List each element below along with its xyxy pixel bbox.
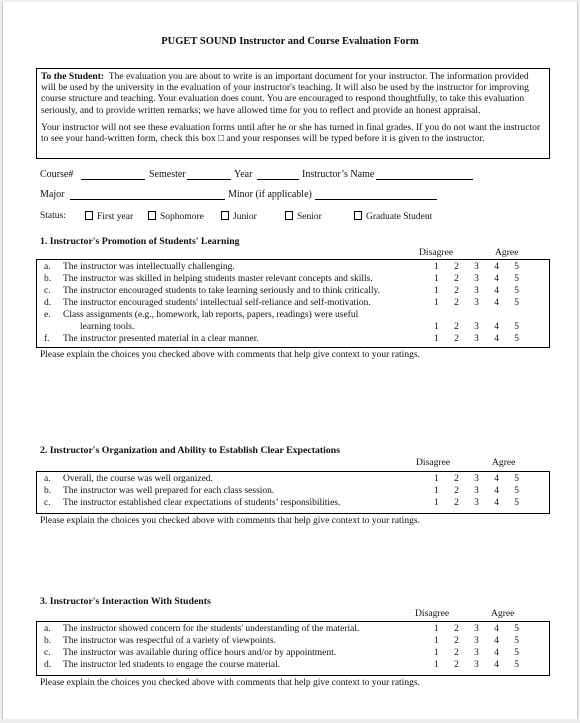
item-letter: d. (44, 298, 52, 308)
rating-1[interactable]: 1 (434, 274, 439, 284)
item-letter: f. (44, 334, 50, 344)
rating-2[interactable]: 2 (454, 636, 459, 646)
item-text-continued: learning tools. (80, 322, 135, 332)
item-letter: c. (44, 648, 51, 658)
scale-agree-label: Agree (492, 457, 516, 468)
checkbox-icon[interactable] (221, 211, 229, 220)
rating-1[interactable]: 1 (434, 486, 439, 496)
section-2-items (36, 471, 550, 514)
rating-3[interactable]: 3 (474, 262, 479, 272)
rating-3[interactable]: 3 (474, 648, 479, 658)
rating-2[interactable]: 2 (454, 262, 459, 272)
item-text: The instructor was respectful of a variety of viewpoints. (63, 636, 276, 646)
rating-4[interactable]: 4 (494, 298, 499, 308)
item-text: The instructor encouraged students to take learning seriously and to think critically. (63, 286, 381, 296)
rating-2[interactable]: 2 (454, 298, 459, 308)
rating-scale[interactable] (434, 660, 519, 672)
rating-2[interactable]: 2 (454, 648, 459, 658)
scale-disagree-label: Disagree (419, 247, 454, 258)
item-text: The instructor showed concern for the students' understanding of the material. (63, 624, 360, 634)
rating-5[interactable]: 5 (514, 624, 519, 634)
section-3-heading: 3. Instructor's Interaction With Students (40, 596, 211, 607)
item-text: The instructor presented material in a clear manner. (63, 334, 259, 344)
rating-3[interactable]: 3 (474, 660, 479, 670)
item-text: The instructor was skilled in helping students master relevant concepts and skills. (63, 274, 373, 284)
scale-agree-label: Agree (495, 247, 519, 258)
rating-2[interactable]: 2 (454, 486, 459, 496)
rating-1[interactable]: 1 (434, 334, 439, 344)
item-text: Class assignments (e.g., homework, lab reports, papers, readings) were useful (63, 310, 359, 320)
rating-scale[interactable] (434, 624, 519, 636)
rating-1[interactable]: 1 (434, 286, 439, 296)
status-option-label: Senior (297, 212, 322, 222)
major-field[interactable] (70, 199, 225, 200)
rating-5[interactable]: 5 (514, 274, 519, 284)
checkbox-icon[interactable] (148, 211, 156, 220)
rating-3[interactable]: 3 (474, 274, 479, 284)
item-letter: b. (44, 274, 52, 284)
rating-5[interactable]: 5 (514, 334, 519, 344)
status-option-label: First year (97, 212, 134, 222)
item-text: The instructor was intellectually challenging. (63, 262, 235, 272)
rating-scale[interactable] (434, 298, 519, 310)
rating-3[interactable]: 3 (474, 298, 479, 308)
rating-4[interactable]: 4 (494, 262, 499, 272)
rating-4[interactable]: 4 (494, 636, 499, 646)
rating-1[interactable]: 1 (434, 498, 439, 508)
rating-3[interactable]: 3 (474, 474, 479, 484)
checkbox-icon[interactable] (354, 211, 362, 220)
rating-5[interactable]: 5 (514, 286, 519, 296)
rating-5[interactable]: 5 (514, 298, 519, 308)
rating-1[interactable]: 1 (434, 322, 439, 332)
status-option-graduate[interactable] (354, 211, 432, 222)
status-label: Status: (40, 211, 66, 221)
section-1-heading: 1. Instructor's Promotion of Students' Learning (40, 236, 240, 247)
item-letter: d. (44, 660, 52, 670)
rating-4[interactable]: 4 (494, 334, 499, 344)
minor-label: Minor (if applicable) (228, 189, 312, 200)
rating-3[interactable]: 3 (474, 486, 479, 496)
rating-5[interactable]: 5 (514, 498, 519, 508)
item-text: Overall, the course was well organized. (63, 474, 213, 484)
year-field[interactable] (257, 179, 299, 180)
instructor-name-label: Instructor’s Name (302, 169, 375, 180)
checkbox-icon[interactable] (85, 211, 93, 220)
rating-4[interactable]: 4 (494, 486, 499, 496)
instructor-name-field[interactable] (376, 179, 473, 180)
form-page (2, 2, 578, 719)
rating-4[interactable]: 4 (494, 660, 499, 670)
section-1-comment-prompt: Please explain the choices you checked above with comments that help give context to your ratings. (40, 350, 420, 360)
item-letter: a. (44, 624, 51, 634)
intro-box (36, 68, 550, 159)
item-text: The instructor encouraged students' intellectual self-reliance and self-motivation. (63, 298, 371, 308)
item-letter: c. (44, 286, 51, 296)
rating-5[interactable]: 5 (514, 636, 519, 646)
course-field[interactable] (81, 179, 145, 180)
rating-2[interactable]: 2 (454, 498, 459, 508)
rating-5[interactable]: 5 (514, 262, 519, 272)
rating-scale[interactable] (434, 274, 519, 286)
rating-scale[interactable] (434, 636, 519, 648)
scale-disagree-label: Disagree (415, 608, 450, 619)
rating-1[interactable]: 1 (434, 262, 439, 272)
course-label: Course# (40, 169, 74, 180)
rating-4[interactable]: 4 (494, 286, 499, 296)
rating-5[interactable]: 5 (514, 648, 519, 658)
rating-scale[interactable] (434, 262, 519, 274)
rating-2[interactable]: 2 (454, 334, 459, 344)
rating-2[interactable]: 2 (454, 624, 459, 634)
rating-3[interactable]: 3 (474, 636, 479, 646)
rating-scale[interactable] (434, 322, 519, 334)
rating-scale[interactable] (434, 486, 519, 498)
rating-scale[interactable] (434, 334, 519, 346)
status-option-sophomore[interactable] (148, 211, 204, 222)
intro-paragraph-2: Your instructor will not see these evaluation forms until after he or she has turned in final grades. If you do not want the instructor to see your hand-written form, check this box □ and your responses will be typed before it is given to the instructor. (41, 121, 541, 145)
status-option-junior[interactable] (221, 211, 257, 222)
section-3-items (36, 621, 550, 676)
rating-2[interactable]: 2 (454, 322, 459, 332)
rating-3[interactable]: 3 (474, 498, 479, 508)
item-letter: b. (44, 486, 52, 496)
rating-2[interactable]: 2 (454, 274, 459, 284)
item-text: The instructor established clear expectations of students’ responsibilities. (63, 498, 341, 508)
rating-scale[interactable] (434, 474, 519, 486)
section-3-comment-prompt: Please explain the choices you checked above with comments that help give context to your ratings. (40, 678, 420, 688)
rating-2[interactable]: 2 (454, 660, 459, 670)
rating-scale[interactable] (434, 648, 519, 660)
section-1-comment-area[interactable] (40, 364, 550, 434)
rating-5[interactable]: 5 (514, 322, 519, 332)
section-2-comment-area[interactable] (40, 530, 550, 590)
item-text: The instructor was well prepared for each class session. (63, 486, 275, 496)
rating-4[interactable]: 4 (494, 474, 499, 484)
intro-paragraph-1 (41, 71, 545, 116)
rating-2[interactable]: 2 (454, 474, 459, 484)
rating-4[interactable]: 4 (494, 274, 499, 284)
rating-3[interactable]: 3 (474, 322, 479, 332)
status-option-label: Junior (233, 212, 257, 222)
semester-field[interactable] (187, 179, 231, 180)
item-text: The instructor was available during office hours and/or by appointment. (63, 648, 337, 658)
rating-5[interactable]: 5 (514, 486, 519, 496)
rating-3[interactable]: 3 (474, 334, 479, 344)
item-letter: a. (44, 262, 51, 272)
item-letter: e. (44, 310, 51, 320)
rating-4[interactable]: 4 (494, 624, 499, 634)
rating-1[interactable]: 1 (434, 624, 439, 634)
rating-1[interactable]: 1 (434, 660, 439, 670)
rating-3[interactable]: 3 (474, 286, 479, 296)
rating-4[interactable]: 4 (494, 322, 499, 332)
form-title: PUGET SOUND Instructor and Course Evaluation Form (161, 36, 419, 47)
rating-1[interactable]: 1 (434, 474, 439, 484)
scale-agree-label: Agree (491, 608, 515, 619)
rating-1[interactable]: 1 (434, 298, 439, 308)
status-option-label: Sophomore (160, 212, 204, 222)
scale-disagree-label: Disagree (416, 457, 451, 468)
intro-label: To the Student: (41, 71, 105, 82)
intro-text-1: The evaluation you are about to write is an important document for your instructor. The information provided will be used by the university in the evaluation of your instructor's teaching. It will also be used by the instructor for improving course structure and teaching. Your evaluation does count. You are encouraged to respond thoughtfully, to take this evaluation seriously, and to provide written remarks; we have allowed time for you to reflect and provide an honest appraisal. (41, 71, 529, 116)
item-letter: b. (44, 636, 52, 646)
section-2-comment-prompt: Please explain the choices you checked above with comments that help give context to your ratings. (40, 516, 420, 526)
major-label: Major (40, 189, 65, 200)
rating-2[interactable]: 2 (454, 286, 459, 296)
rating-scale[interactable] (434, 286, 519, 298)
item-letter: c. (44, 498, 51, 508)
rating-1[interactable]: 1 (434, 648, 439, 658)
rating-5[interactable]: 5 (514, 474, 519, 484)
rating-4[interactable]: 4 (494, 648, 499, 658)
year-label: Year (234, 169, 253, 180)
status-option-senior[interactable] (285, 211, 322, 222)
rating-scale[interactable] (434, 498, 519, 510)
item-letter: a. (44, 474, 51, 484)
rating-3[interactable]: 3 (474, 624, 479, 634)
minor-field[interactable] (315, 199, 437, 200)
section-2-heading: 2. Instructor's Organization and Ability to Establish Clear Expectations (40, 445, 341, 456)
checkbox-icon[interactable] (285, 211, 293, 220)
section-1-items (36, 259, 550, 348)
rating-1[interactable]: 1 (434, 636, 439, 646)
rating-4[interactable]: 4 (494, 498, 499, 508)
item-text: The instructor led students to engage the course material. (63, 660, 281, 670)
status-option-label: Graduate Student (366, 212, 433, 222)
status-option-first-year[interactable] (85, 211, 133, 222)
rating-5[interactable]: 5 (514, 660, 519, 670)
semester-label: Semester (149, 169, 186, 180)
